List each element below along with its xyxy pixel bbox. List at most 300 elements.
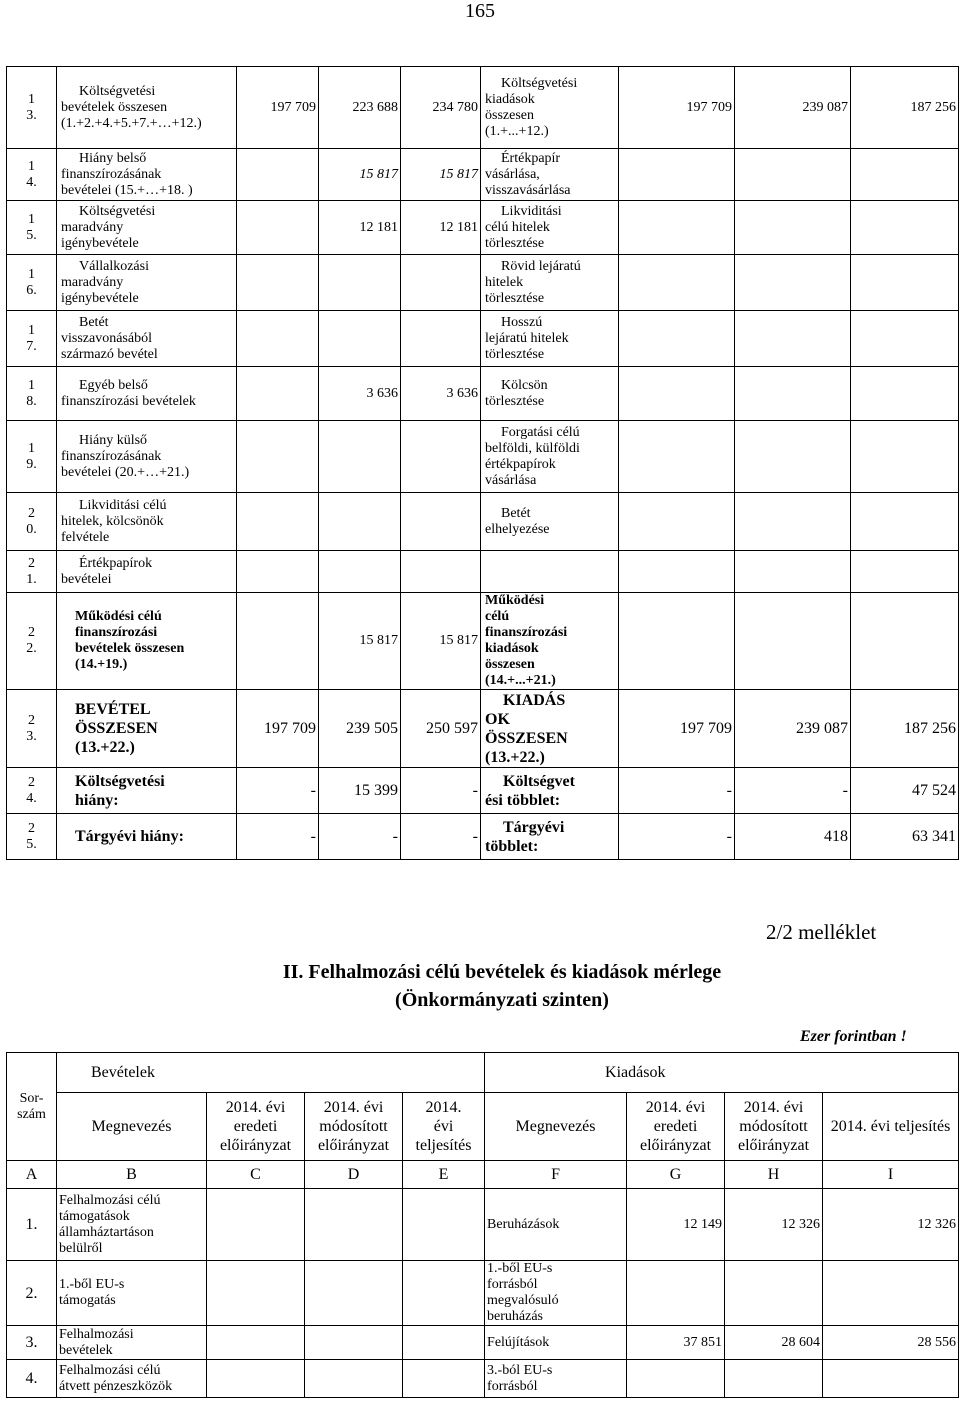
row-number-part: 2: [28, 555, 35, 571]
expense-label-line: visszavásárlása: [485, 182, 571, 198]
row-number: [7, 149, 57, 201]
header-kiadasok: Kiadások: [485, 1053, 959, 1093]
row-number: [7, 551, 57, 593]
income-label: [57, 593, 237, 690]
expense-value-e2: [735, 255, 851, 311]
row-number-part: 1: [28, 91, 35, 107]
income-label: [57, 551, 237, 593]
income-value-v2: -: [319, 814, 401, 860]
expense-value-e2: [735, 551, 851, 593]
income-label: [57, 1360, 207, 1398]
expense-label-line: kiadások: [485, 641, 539, 656]
expense-label-line: törlesztése: [485, 346, 545, 362]
expense-label-line: vásárlása,: [485, 166, 540, 182]
income-value-v2: 239 505: [319, 690, 401, 768]
expense-label-line: hitelek: [485, 274, 524, 290]
expense-value-e1: 197 709: [619, 690, 735, 768]
expense-label-line: forrásból: [487, 1378, 538, 1394]
expense-value-e1: [619, 493, 735, 551]
expense-value-e3: 187 256: [851, 67, 959, 149]
income-label-line: Likviditási célú: [79, 497, 167, 513]
row-number-part: 1: [28, 322, 35, 338]
row-number-part: 2: [28, 505, 35, 521]
table-row: [7, 593, 959, 690]
expense-label-line: törlesztése: [485, 235, 545, 251]
expense-label-line: értékpapírok: [485, 456, 556, 472]
row-number: [7, 690, 57, 768]
income-value-actual: [403, 1261, 485, 1326]
income-label-line: bevételei (20.+…+21.): [61, 464, 190, 480]
table-row: [7, 149, 959, 201]
income-label-line: Költségvetési: [79, 203, 156, 219]
expense-label-line: forrásból: [487, 1277, 538, 1292]
income-label-line: finanszírozásának: [61, 448, 162, 464]
income-value-v1: 197 709: [237, 690, 319, 768]
column-letter: F: [485, 1161, 627, 1189]
capital-balance-table: [6, 1052, 959, 1398]
expense-label-line: kiadások: [485, 91, 535, 107]
expense-label: [481, 814, 619, 860]
row-number-part: 4.: [26, 790, 37, 806]
income-value-modified: [305, 1360, 403, 1398]
expense-value-e1: [619, 593, 735, 690]
row-number-part: 2: [28, 712, 35, 728]
header-sorszam-line: Sor-: [19, 1090, 44, 1106]
income-label-line: hiány:: [75, 791, 119, 809]
table-row: [7, 67, 959, 149]
expense-value-e3: [851, 421, 959, 493]
row-number: 3.: [7, 1326, 57, 1360]
income-label-line: bevételei (15.+…+18. ): [61, 182, 193, 198]
income-label-line: (14.+19.): [75, 657, 128, 672]
income-label: [57, 493, 237, 551]
expense-label-line: OK: [485, 710, 510, 728]
income-label-line: Vállalkozási: [79, 258, 149, 274]
expense-label-line: Likviditási: [501, 203, 562, 219]
row-number: 2.: [7, 1261, 57, 1326]
row-number-part: 9.: [26, 456, 37, 472]
expense-label-line: törlesztése: [485, 290, 545, 306]
income-label: [57, 67, 237, 149]
expense-label: [481, 493, 619, 551]
table-row: [7, 255, 959, 311]
expense-value-e1: [619, 421, 735, 493]
table-row: [7, 1326, 959, 1360]
header-eredeti: [207, 1093, 305, 1161]
title-line-2: (Önkormányzati szinten): [395, 989, 609, 1011]
income-label-line: Egyéb belső: [79, 377, 148, 393]
table-row: [7, 1189, 959, 1261]
header-modositott: [305, 1093, 403, 1161]
income-value-v2: [319, 311, 401, 367]
expense-value-e2: [735, 311, 851, 367]
table-row: [7, 367, 959, 421]
income-value-modified: [305, 1261, 403, 1326]
header-k-modositott: [725, 1093, 823, 1161]
expense-value-e3: [851, 201, 959, 255]
expense-label-line: Kölcsön: [501, 377, 548, 393]
column-letter: E: [403, 1161, 485, 1189]
table-row: [7, 814, 959, 860]
income-label-line: Betét: [79, 314, 109, 330]
row-number: [7, 311, 57, 367]
table-row: [7, 690, 959, 768]
expense-label-line: (13.+22.): [485, 748, 545, 766]
expense-label-line: finanszírozási: [485, 625, 568, 640]
income-label-line: bevételek összesen: [61, 99, 168, 115]
column-letter: G: [627, 1161, 725, 1189]
expense-value-e3: 187 256: [851, 690, 959, 768]
row-number-part: 4.: [26, 174, 37, 190]
expense-value-e1: [619, 201, 735, 255]
income-value-v1: 197 709: [237, 67, 319, 149]
income-label-line: Működési célú: [75, 609, 162, 624]
income-label: [57, 201, 237, 255]
expense-label-line: (14.+...+21.): [485, 673, 556, 688]
expense-label-line: elhelyezése: [485, 521, 550, 537]
expense-value-e2: 239 087: [735, 690, 851, 768]
header-line: eredeti: [653, 1118, 698, 1135]
table-row: [7, 551, 959, 593]
row-number-part: 7.: [26, 338, 37, 354]
header-line: 2014. évi: [645, 1099, 706, 1116]
income-label-line: felvétele: [61, 529, 110, 545]
header-line: 2014. évi: [743, 1099, 804, 1116]
expense-value-e2: [735, 367, 851, 421]
expense-value-e1: 197 709: [619, 67, 735, 149]
expense-label: [485, 1261, 627, 1326]
expense-label-line: vásárlása: [485, 472, 537, 488]
expense-label: [481, 149, 619, 201]
expense-label-line: Felújítások: [487, 1334, 550, 1350]
expense-value-e2: [735, 201, 851, 255]
expense-value-e3: [851, 367, 959, 421]
expense-label: [485, 1189, 627, 1261]
income-value-v3: -: [401, 814, 481, 860]
expense-label-line: Forgatási célú: [501, 424, 580, 440]
expense-value-e3: [851, 311, 959, 367]
header-line: 2014.: [425, 1099, 462, 1116]
row-number-part: 3.: [26, 107, 37, 123]
income-value-original: [207, 1360, 305, 1398]
income-value-modified: [305, 1326, 403, 1360]
table-row: [7, 768, 959, 814]
expense-label-line: Működési: [485, 593, 545, 608]
expense-value-e1: [619, 367, 735, 421]
income-value-v3: 15 817: [401, 593, 481, 690]
expense-label-line: Hosszú: [501, 314, 543, 330]
income-label-line: (13.+22.): [75, 739, 135, 756]
header-line: módosított: [739, 1118, 808, 1135]
income-value-v3: [401, 255, 481, 311]
row-number: [7, 367, 57, 421]
income-label-line: Felhalmozási célú: [59, 1192, 161, 1208]
income-label: [57, 1261, 207, 1326]
income-label-line: ÖSSZESEN: [75, 720, 158, 737]
income-label-line: származó bevétel: [61, 346, 158, 362]
income-label: [57, 255, 237, 311]
expense-value-e3: [851, 255, 959, 311]
expense-label: [481, 421, 619, 493]
table-row: [7, 1360, 959, 1398]
expense-value-e2: [735, 149, 851, 201]
income-label-line: Értékpapírok: [79, 555, 153, 571]
income-value-modified: [305, 1189, 403, 1261]
row-number-part: 1: [28, 440, 35, 456]
expense-label: [481, 201, 619, 255]
income-label: [57, 1326, 207, 1360]
expense-label: [481, 593, 619, 690]
expense-value-original: 12 149: [627, 1189, 725, 1261]
row-number: [7, 421, 57, 493]
expense-label-line: belföldi, külföldi: [485, 440, 580, 456]
column-letter: A: [7, 1161, 57, 1189]
income-label-line: BEVÉTEL: [75, 701, 151, 718]
expense-value-original: [627, 1360, 725, 1398]
row-number-part: 6.: [26, 282, 37, 298]
row-number-part: 8.: [26, 393, 37, 409]
income-value-v3: 234 780: [401, 67, 481, 149]
column-letter: I: [823, 1161, 959, 1189]
annex-label: 2/2 melléklet: [766, 920, 877, 944]
expense-label: [485, 1326, 627, 1360]
expense-label-line: Tárgyévi: [503, 818, 565, 836]
expense-value-e1: [619, 311, 735, 367]
expense-label-line: ÖSSZESEN: [485, 729, 568, 747]
table-row: [7, 493, 959, 551]
expense-value-e3: 63 341: [851, 814, 959, 860]
header-sorszam: [7, 1053, 57, 1161]
income-value-v1: [237, 551, 319, 593]
column-letter: C: [207, 1161, 305, 1189]
income-label-line: Költségvetési: [75, 772, 165, 790]
income-label-line: Költségvetési: [79, 83, 156, 99]
expense-value-e3: [851, 493, 959, 551]
expense-value-e1: -: [619, 814, 735, 860]
expense-value-e1: [619, 149, 735, 201]
page-number: 165: [465, 0, 495, 22]
expense-label-line: Költségvetési: [501, 75, 578, 91]
table-row: [7, 201, 959, 255]
income-label-line: bevételek összesen: [75, 641, 185, 656]
income-value-v1: -: [237, 814, 319, 860]
income-label-line: 1.-ből EU-s: [59, 1277, 125, 1292]
row-number-part: 3.: [26, 728, 37, 744]
income-label-line: visszavonásából: [61, 330, 152, 346]
income-value-original: [207, 1261, 305, 1326]
income-label-line: támogatás: [59, 1293, 116, 1308]
row-number-part: 1: [28, 266, 35, 282]
income-value-actual: [403, 1360, 485, 1398]
row-number-part: 0.: [26, 521, 37, 537]
header-line: előirányzat: [219, 1137, 292, 1154]
expense-label-line: törlesztése: [485, 393, 545, 409]
row-number-part: 2.: [26, 641, 37, 656]
expense-label-line: Betét: [501, 505, 531, 521]
expense-value-e3: [851, 593, 959, 690]
column-letter: H: [725, 1161, 823, 1189]
expense-label-line: Rövid lejáratú: [501, 258, 581, 274]
income-label-line: belülről: [59, 1240, 103, 1256]
expense-value-e3: 47 524: [851, 768, 959, 814]
income-value-v2: 3 636: [319, 367, 401, 421]
expense-label-line: lejáratú hitelek: [485, 330, 569, 346]
row-number-part: 1: [28, 158, 35, 174]
expense-label-line: Értékpapír: [501, 150, 561, 166]
expense-label-line: Költségvet: [503, 772, 575, 790]
income-value-v3: [401, 551, 481, 593]
income-label: [57, 690, 237, 768]
header-bevetelek: Bevételek: [57, 1053, 485, 1093]
row-number-part: 5.: [26, 836, 37, 852]
row-number: [7, 255, 57, 311]
title-line-1: II. Felhalmozási célú bevételek és kiadások mérlege: [282, 961, 722, 983]
header-teljesites: [403, 1093, 485, 1161]
expense-value-e1: -: [619, 768, 735, 814]
expense-value-original: 37 851: [627, 1326, 725, 1360]
row-number: [7, 493, 57, 551]
income-label-line: Felhalmozási célú: [59, 1362, 161, 1378]
expense-value-actual: [823, 1261, 959, 1326]
expense-label: [481, 551, 619, 593]
income-label-line: Hiány külső: [79, 432, 148, 448]
header-line: eredeti: [233, 1118, 278, 1135]
row-number-part: 1.: [26, 571, 37, 587]
table-row: [7, 421, 959, 493]
income-label-line: bevételek: [59, 1342, 113, 1358]
income-value-v2: 15 399: [319, 768, 401, 814]
expense-value-actual: 28 556: [823, 1326, 959, 1360]
income-value-v2: [319, 255, 401, 311]
expense-value-e3: [851, 149, 959, 201]
header-sorszam-line: szám: [17, 1106, 46, 1122]
header-line: előirányzat: [639, 1137, 712, 1154]
row-number-part: 2: [28, 625, 35, 640]
income-value-v1: [237, 311, 319, 367]
income-value-actual: [403, 1189, 485, 1261]
row-number: [7, 67, 57, 149]
expense-label: [481, 311, 619, 367]
income-value-v1: [237, 255, 319, 311]
income-value-v3: [401, 493, 481, 551]
expense-label-line: összesen: [485, 107, 534, 123]
income-label-line: maradvány: [61, 274, 124, 290]
income-value-v1: [237, 201, 319, 255]
expense-label-line: megvalósuló: [487, 1293, 559, 1308]
expense-label-line: (1.+...+12.): [485, 123, 549, 139]
expense-label: [481, 690, 619, 768]
income-label-line: finanszírozási: [75, 625, 158, 640]
expense-value-e2: 239 087: [735, 67, 851, 149]
income-label-line: Felhalmozási: [59, 1326, 134, 1342]
income-value-v1: [237, 421, 319, 493]
unit-label: Ezer forintban !: [800, 1028, 907, 1045]
income-value-v3: -: [401, 768, 481, 814]
page-title: [240, 958, 764, 1014]
header-line: előirányzat: [737, 1137, 810, 1154]
row-number-part: 2: [28, 820, 35, 836]
header-line: módosított: [319, 1118, 388, 1135]
header-line: előirányzat: [317, 1137, 390, 1154]
income-value-v3: 15 817: [401, 149, 481, 201]
income-label: [57, 311, 237, 367]
table-row: [7, 311, 959, 367]
income-label-line: bevételei: [61, 571, 112, 587]
income-value-v3: 12 181: [401, 201, 481, 255]
income-label-line: maradvány: [61, 219, 124, 235]
income-value-v1: [237, 367, 319, 421]
expense-label-line: 3.-ból EU-s: [487, 1362, 553, 1378]
header-k-eredeti: [627, 1093, 725, 1161]
column-letter-row: [7, 1161, 959, 1189]
row-number-part: 5.: [26, 227, 37, 243]
expense-label-line: összesen: [485, 657, 535, 672]
income-value-v3: 3 636: [401, 367, 481, 421]
income-label-line: finanszírozási bevételek: [61, 393, 196, 409]
column-letter: B: [57, 1161, 207, 1189]
row-number-part: 1: [28, 211, 35, 227]
income-value-v3: [401, 421, 481, 493]
income-label: [57, 421, 237, 493]
income-label-line: államháztartáson: [59, 1224, 154, 1240]
income-value-actual: [403, 1326, 485, 1360]
income-label: [57, 814, 237, 860]
expense-label: [481, 367, 619, 421]
row-number: 1.: [7, 1189, 57, 1261]
financing-balance-table: [6, 66, 959, 860]
expense-value-e1: [619, 255, 735, 311]
expense-label-line: beruházás: [487, 1309, 543, 1324]
income-value-v2: [319, 493, 401, 551]
row-number-part: 1: [28, 377, 35, 393]
income-value-v2: [319, 421, 401, 493]
expense-label-line: 1.-ből EU-s: [487, 1261, 553, 1276]
expense-value-modified: [725, 1261, 823, 1326]
income-value-v2: 12 181: [319, 201, 401, 255]
income-label-line: támogatások: [59, 1208, 130, 1224]
header-k-teljesites: 2014. évi teljesítés: [823, 1093, 959, 1161]
expense-value-e1: [619, 551, 735, 593]
income-value-original: [207, 1189, 305, 1261]
expense-value-modified: 12 326: [725, 1189, 823, 1261]
header-k-megnevezes: Megnevezés: [485, 1093, 627, 1161]
income-label-line: igénybevétele: [61, 235, 139, 251]
expense-value-e2: -: [735, 768, 851, 814]
expense-value-actual: 12 326: [823, 1189, 959, 1261]
expense-value-modified: [725, 1360, 823, 1398]
income-label: [57, 149, 237, 201]
income-value-v1: -: [237, 768, 319, 814]
income-label-line: Tárgyévi hiány:: [75, 828, 184, 845]
expense-label-line: KIADÁS: [503, 691, 566, 709]
row-number: [7, 768, 57, 814]
expense-value-e2: [735, 593, 851, 690]
income-value-v1: [237, 493, 319, 551]
header-line: 2014. évi: [323, 1099, 384, 1116]
income-label-line: Hiány belső: [79, 150, 147, 166]
expense-value-e2: [735, 493, 851, 551]
income-value-v2: 223 688: [319, 67, 401, 149]
expense-label: [485, 1360, 627, 1398]
row-number: [7, 201, 57, 255]
income-value-v3: [401, 311, 481, 367]
expense-label: [481, 768, 619, 814]
row-number: 4.: [7, 1360, 57, 1398]
column-letter: D: [305, 1161, 403, 1189]
expense-value-e3: [851, 551, 959, 593]
income-value-v1: [237, 149, 319, 201]
expense-value-e2: 418: [735, 814, 851, 860]
